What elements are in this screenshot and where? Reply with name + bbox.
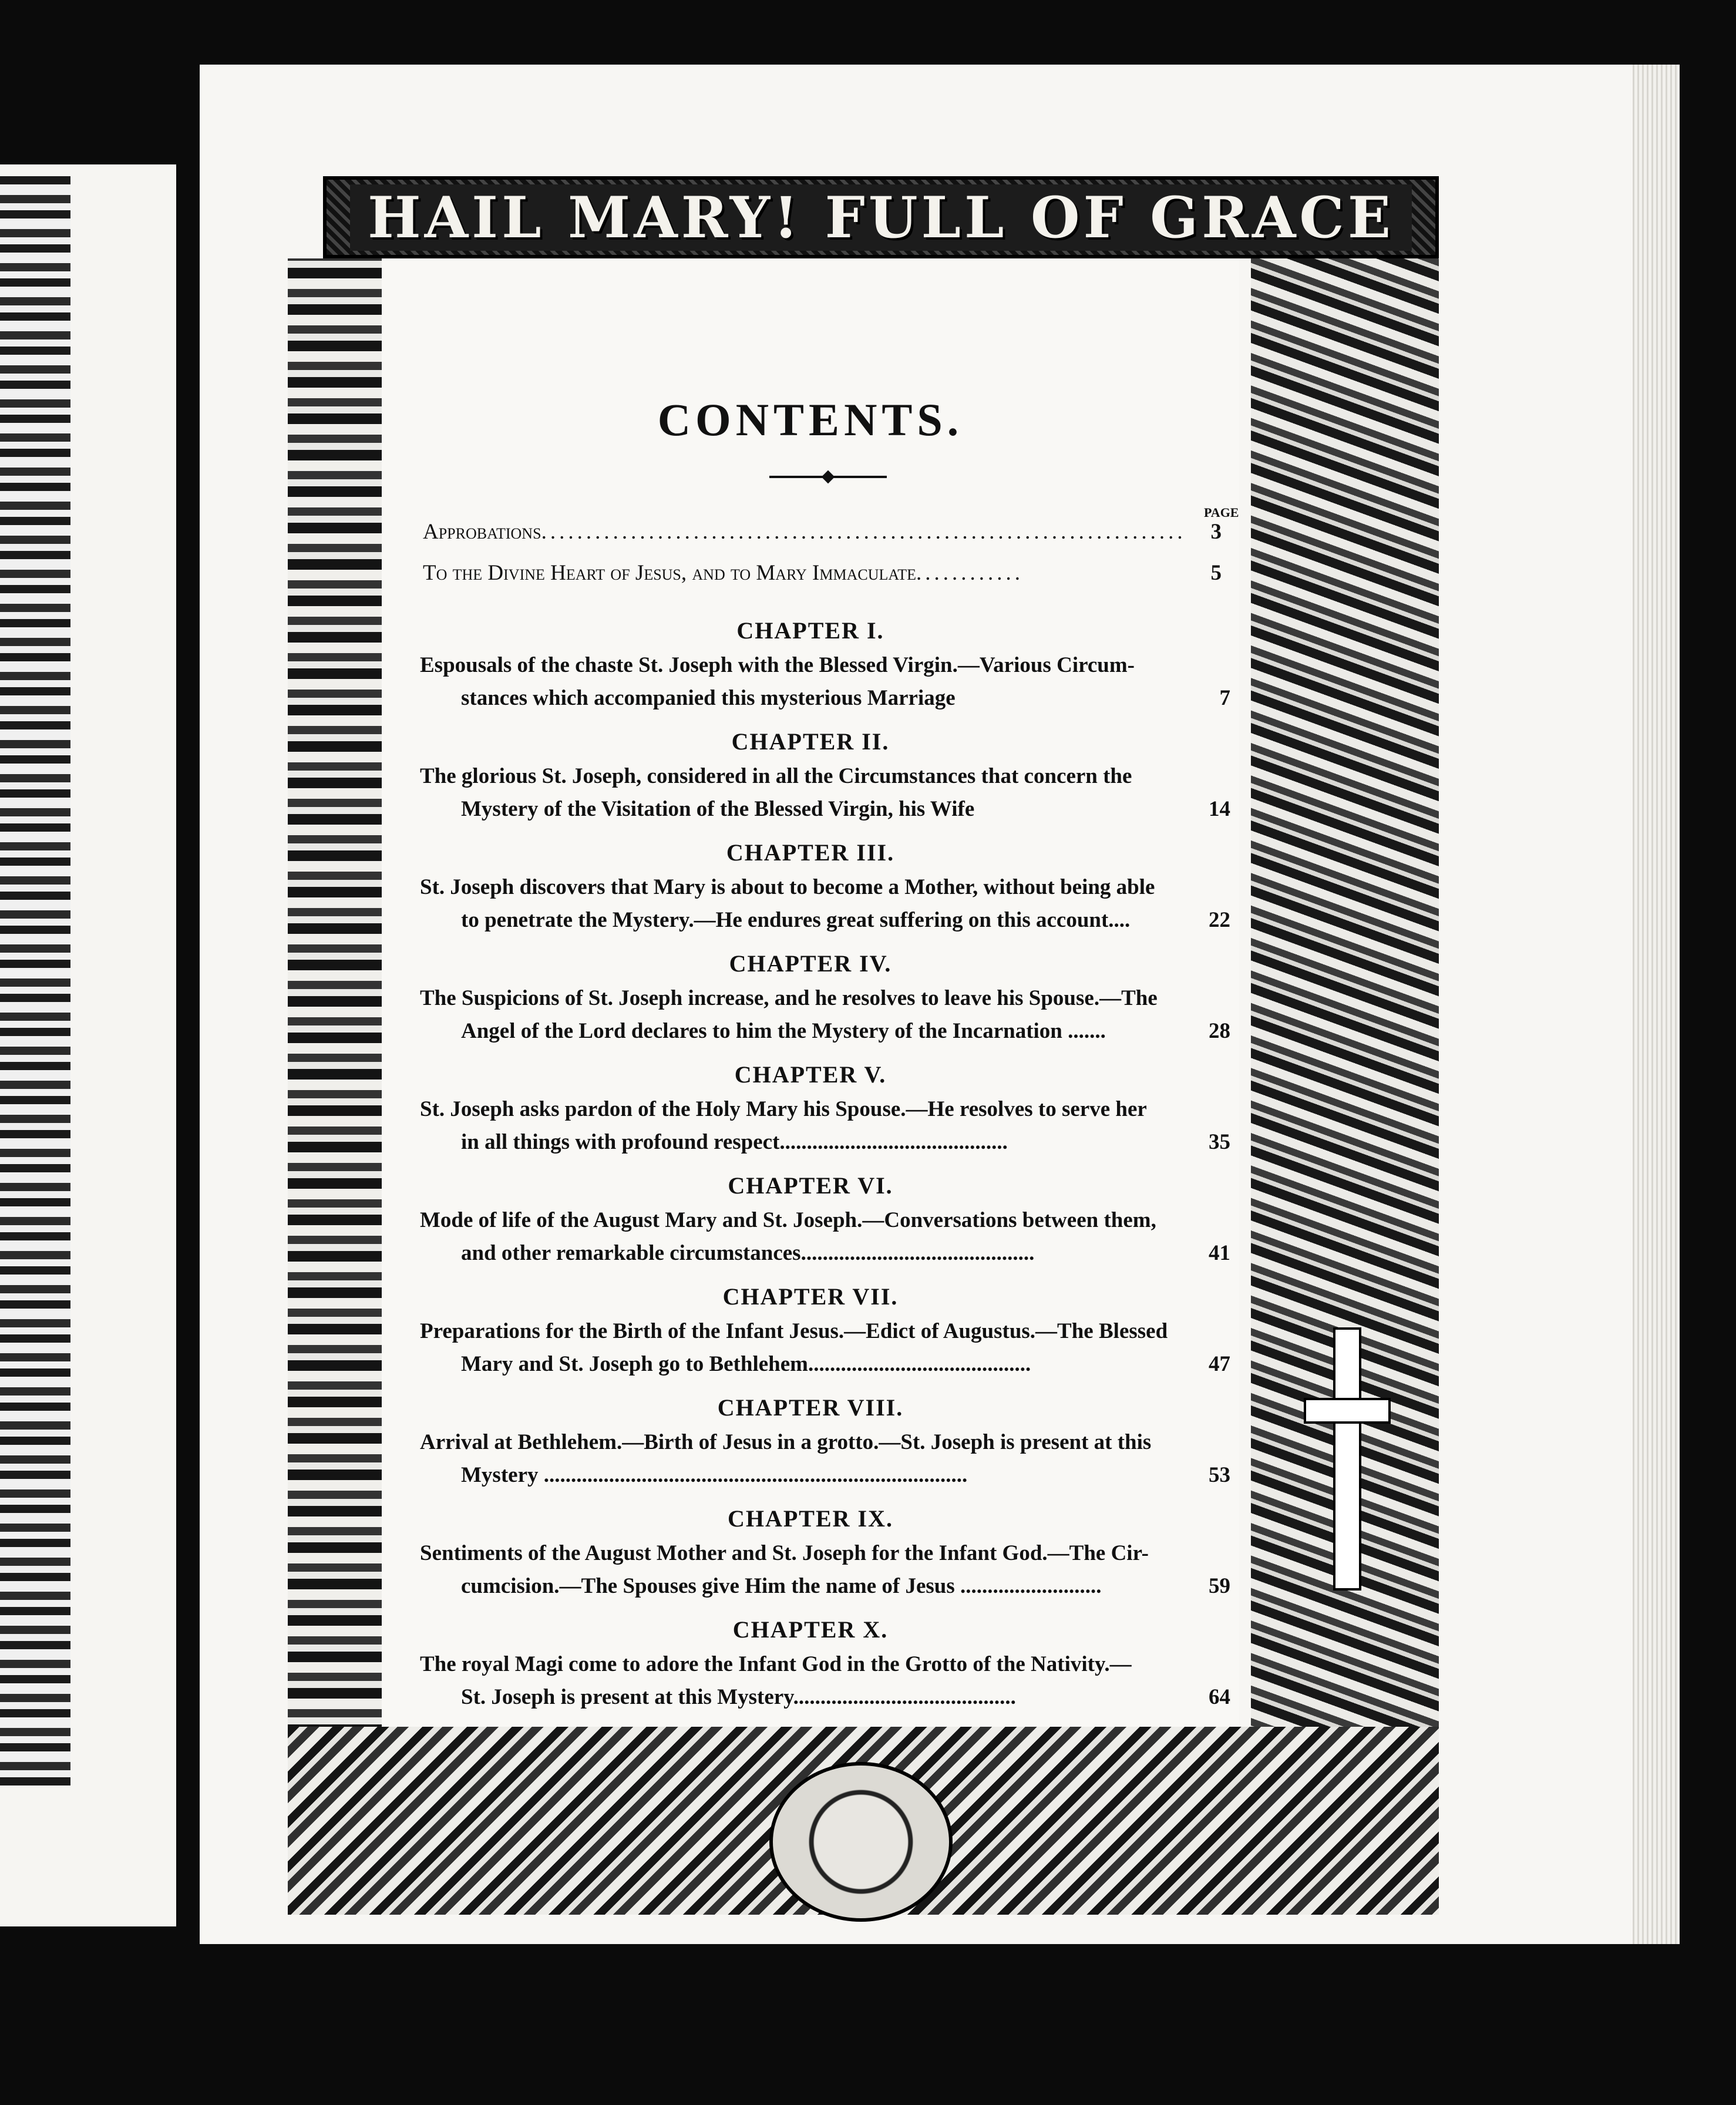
divider-ornament-icon <box>822 470 835 484</box>
toc-entry-chapter[interactable] <box>420 649 1230 715</box>
entry-line-1: Sentiments of the August Mother and St. Joseph for the Infant God.—The Cir- <box>420 1541 1149 1565</box>
entry-page: 47 <box>1209 1352 1230 1376</box>
entry-line-2: Angel of the Lord declares to him the Mystery of the Incarnation ....... <box>461 1019 1106 1043</box>
entry-label: Approbations <box>423 520 541 544</box>
entry-page: 3 <box>1210 520 1222 544</box>
toc-entry-dedication[interactable] <box>423 558 1222 589</box>
chapter-heading: CHAPTER V. <box>734 1061 887 1088</box>
left-page-ornamental-border <box>0 176 70 1785</box>
page-column-label: PAGE <box>1204 505 1239 520</box>
chapter-heading: CHAPTER II. <box>731 728 890 755</box>
frame-right-ornament <box>1251 258 1439 1903</box>
toc-entry-chapter[interactable] <box>420 1426 1230 1492</box>
entry-line-2: in all things with profound respect.......................................... <box>461 1130 1008 1154</box>
toc-entry-approbations[interactable] <box>423 517 1222 547</box>
cross-icon <box>1333 1327 1361 1590</box>
toc-entry-chapter[interactable] <box>420 760 1230 826</box>
banner <box>323 176 1439 258</box>
entry-line-1: Espousals of the chaste St. Joseph with the Blessed Virgin.—Various Circum- <box>420 653 1135 677</box>
chapter-heading: CHAPTER IX. <box>727 1505 894 1532</box>
entry-line-2: Mary and St. Joseph go to Bethlehem......................................... <box>461 1352 1031 1376</box>
banner-text: HAIL MARY! FULL OF GRACE <box>350 184 1412 251</box>
toc-entry-chapter[interactable] <box>420 1204 1230 1270</box>
entry-line-2: Mystery .............................................................................. <box>461 1463 968 1487</box>
entry-line-1: The royal Magi come to adore the Infant God in the Grotto of the Nativity.— <box>420 1652 1132 1676</box>
page-edges <box>1633 65 1680 1944</box>
entry-line-2: St. Joseph is present at this Mystery......................................... <box>461 1685 1016 1709</box>
entry-line-1: Arrival at Bethlehem.—Birth of Jesus in a grotto.—St. Joseph is present at this <box>420 1430 1152 1454</box>
chapter-heading: CHAPTER X. <box>732 1616 889 1643</box>
entry-page: 22 <box>1209 908 1230 932</box>
entry-page: 14 <box>1209 797 1230 821</box>
entry-line-2: to penetrate the Mystery.—He endures great suffering on this account.... <box>461 908 1131 932</box>
entry-line-1: The Suspicions of St. Joseph increase, and he resolves to leave his Spouse.—The <box>420 986 1158 1010</box>
chapter-heading: CHAPTER VIII. <box>717 1394 904 1421</box>
leader-dots: ........................................................................ <box>541 520 1186 544</box>
toc-entry-chapter[interactable] <box>420 1537 1230 1603</box>
entry-page: 53 <box>1209 1463 1230 1487</box>
toc-entry-chapter[interactable] <box>420 1315 1230 1381</box>
toc-entry-chapter[interactable] <box>420 982 1230 1048</box>
entry-page: 59 <box>1209 1574 1230 1598</box>
cross-bar-icon <box>1304 1398 1391 1424</box>
entry-page: 35 <box>1209 1130 1230 1154</box>
toc-entry-chapter[interactable] <box>420 1648 1230 1714</box>
chapter-heading: CHAPTER IV. <box>729 950 892 977</box>
entry-page: 5 <box>1210 561 1222 585</box>
chapter-heading: CHAPTER VI. <box>728 1172 893 1199</box>
entry-line-2: and other remarkable circumstances........................................... <box>461 1241 1035 1265</box>
entry-page: 7 <box>1219 686 1230 710</box>
toc-entry-chapter[interactable] <box>420 871 1230 937</box>
entry-page: 41 <box>1209 1241 1230 1265</box>
entry-page: 64 <box>1209 1685 1230 1709</box>
entry-label: To the Divine Heart of Jesus, and to Mary Immaculate <box>423 561 917 585</box>
madonna-medallion-icon <box>769 1762 953 1922</box>
entry-page: 28 <box>1209 1019 1230 1043</box>
chapter-heading: CHAPTER VII. <box>722 1283 899 1310</box>
entry-line-1: The glorious St. Joseph, considered in all the Circumstances that concern the <box>420 764 1132 788</box>
entry-line-2: stances which accompanied this mysterious Marriage <box>461 686 956 710</box>
entry-line-1: Mode of life of the August Mary and St. Joseph.—Conversations between them, <box>420 1208 1156 1232</box>
chapter-heading: CHAPTER I. <box>736 617 884 644</box>
chapter-heading: CHAPTER III. <box>726 839 895 866</box>
leader-dots: ............ <box>916 561 1024 585</box>
toc-entry-chapter[interactable] <box>420 1093 1230 1159</box>
page-title: CONTENTS. <box>657 394 964 445</box>
contents-panel <box>382 258 1239 1727</box>
entry-line-1: Preparations for the Birth of the Infant Jesus.—Edict of Augustus.—The Blessed <box>420 1319 1168 1343</box>
entry-line-1: St. Joseph discovers that Mary is about to become a Mother, without being able <box>420 875 1155 899</box>
entry-line-1: St. Joseph asks pardon of the Holy Mary his Spouse.—He resolves to serve her <box>420 1097 1147 1121</box>
entry-line-2: Mystery of the Visitation of the Blessed Virgin, his Wife <box>461 797 975 821</box>
entry-line-2: cumcision.—The Spouses give Him the name of Jesus .......................... <box>461 1574 1102 1598</box>
frame-left-ornament <box>288 258 382 1844</box>
